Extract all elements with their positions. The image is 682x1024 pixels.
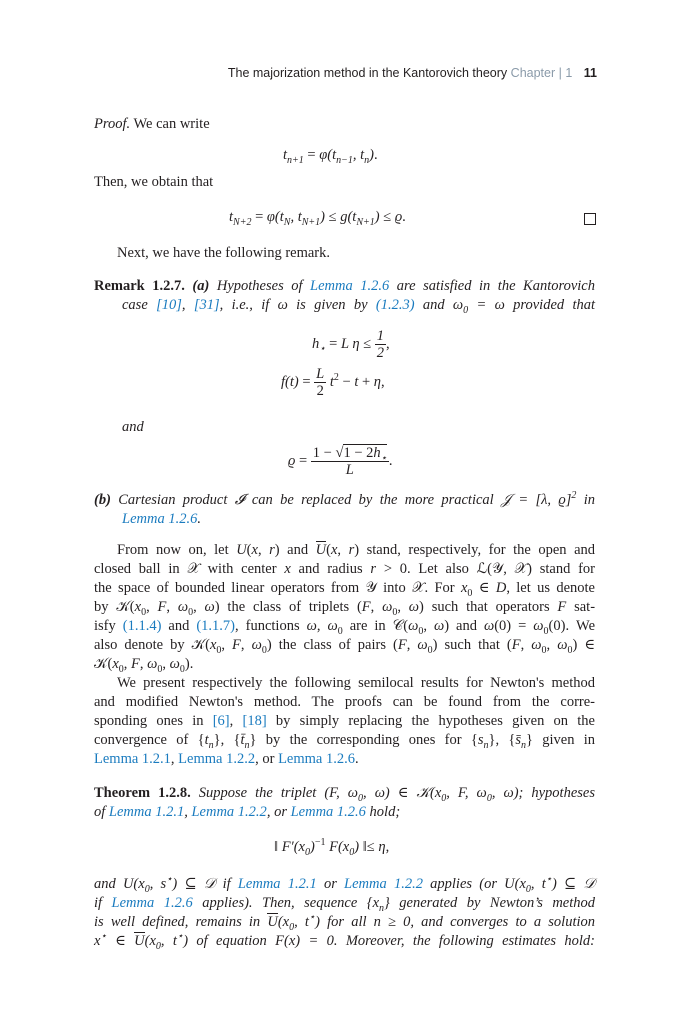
link-lemma-126-b[interactable]: Lemma 1.2.6 <box>122 511 198 527</box>
proof-equation-1: $t_{n+1} = \varphi(t_{n-1}$, $t_n$). <box>283 147 378 166</box>
link-lemma-126[interactable]: Lemma 1.2.6 <box>310 278 390 294</box>
remark-line-1: Remark 1.2.7. (a) Hypotheses of Lemma 1.2.6 are satisfied in the Kantorovich <box>94 278 595 294</box>
link-lemma-122[interactable]: Lemma 1.2.2 <box>178 751 256 767</box>
link-ref-6[interactable]: [6] <box>212 713 230 729</box>
paragraph1-line-3: the space of bounded linear operators from 𝒴 into 𝒳. For $x_0$ ∈ D, let us denote <box>94 580 595 599</box>
theorem-line-5: is well defined, remains in $U(x_0$, t⋆) for all n ≥ 0, and converges to a solution <box>94 912 596 933</box>
link-eq-117[interactable]: (1.1.7) <box>196 618 236 634</box>
link-lemma-121[interactable]: Lemma 1.2.1 <box>94 751 171 767</box>
running-header <box>94 66 597 80</box>
link-lemma-121-b[interactable]: Lemma 1.2.1 <box>108 804 185 820</box>
theorem-line-6: x⋆ ∈ $U(x_0$, t⋆) of equation F(x) = 0. Moreover, the following estimates hold: <box>94 931 596 952</box>
equation-rho: ϱ = $\frac{1 - √1 - 2h_⋆}{L}$ . <box>288 445 393 478</box>
remark-label: Remark 1.2.7. <box>94 278 185 294</box>
link-lemma-126-e[interactable]: Lemma 1.2.6 <box>111 895 193 911</box>
chapter-label: Chapter | 1 <box>510 66 573 80</box>
paragraph2-line-5: Lemma 1.2.1, Lemma 1.2.2, or Lemma 1.2.6. <box>94 751 359 767</box>
next-remark-text: Next, we have the following remark. <box>117 245 330 261</box>
paragraph1-line-2: closed ball in 𝒳 with center x and radius r > 0. Let also ℒ(𝒴, 𝒳) stand for <box>94 561 595 577</box>
theorem-line-2: of Lemma 1.2.1, Lemma 1.2.2, or Lemma 1.2.6 hold; <box>94 804 401 820</box>
proof-label: Proof. <box>94 116 131 132</box>
remark-line-2: case [10], [31], i.e., if ω is given by (1.2.3) and $\omega_0 = \omega$ provided that <box>122 297 595 316</box>
link-ref-10[interactable]: [10] <box>156 297 182 313</box>
link-lemma-121-c[interactable]: Lemma 1.2.1 <box>237 876 317 892</box>
paragraph1-line-1: From now on, let U(x, r) and U(x, r) stand, respectively, for the open and <box>117 542 596 558</box>
paragraph1-line-6: also denote by $𝒦(x_0$, F, $\omega_0$) the class of pairs (F, $\omega_0$) such that (F, $\omega_0$, $\omega_0$) ∈ <box>94 637 596 656</box>
link-eq-123[interactable]: (1.2.3) <box>375 297 415 313</box>
link-lemma-126-d[interactable]: Lemma 1.2.6 <box>290 804 366 820</box>
remark-and: and <box>122 419 144 435</box>
paragraph2-line-4: convergence of $\{t_n\}$, $\{t̄_n\}$ by the corresponding ones for $\{s_n\}$, $\{s̄_n\}$ given in <box>94 732 596 751</box>
equation-h-star: $h_⋆ = L$ η ≤ $\frac{1}{2}$ , <box>312 328 390 361</box>
link-ref-31[interactable]: [31] <box>193 297 220 313</box>
proof-intro: Proof. We can write <box>94 116 210 132</box>
running-title: The majorization method in the Kantorovich theory <box>227 66 508 80</box>
theorem-line-4: if Lemma 1.2.6 applies). Then, sequence $\{x_n\}$ generated by Newton’s method <box>94 895 596 914</box>
link-lemma-126-c[interactable]: Lemma 1.2.6 <box>278 751 355 767</box>
theorem-line-1: Theorem 1.2.8. Suppose the triplet (F, $\omega_0$, ω) ∈ $𝒦(x_0$, F, $\omega_0$, ω); hypotheses <box>94 785 595 804</box>
theorem-line-3: and $U(x_0$, s⋆) ⊆ 𝒟 if Lemma 1.2.1 or Lemma 1.2.2 applies (or $U(x_0$, t⋆) ⊆ 𝒟 <box>94 874 595 895</box>
paragraph1-line-5: isfy (1.1.4) and (1.1.7), functions ω, $\omega_0$ are in $𝒞(\omega_0$, ω) and $\omega(0) = \omega_0(0)$. We <box>94 618 596 637</box>
link-lemma-122-b[interactable]: Lemma 1.2.2 <box>191 804 267 820</box>
remark-part-b-line-1: (b) Cartesian product 𝓘 can be replaced by the more practical 𝒥 = [λ, ϱ]$^2$ in <box>94 490 596 508</box>
paragraph2-line-2: and modified Newton's method. The proofs can be found from the corre- <box>94 694 595 710</box>
link-lemma-122-c[interactable]: Lemma 1.2.2 <box>344 876 423 892</box>
remark-part-b-line-2: Lemma 1.2.6. <box>122 511 201 527</box>
paragraph1-line-4: by $𝒦(x_0$, F, $\omega_0$, ω) the class of triplets (F, $\omega_0$, ω) such that operators F sat- <box>94 599 596 618</box>
proof-then: Then, we obtain that <box>94 174 214 190</box>
paragraph1-line-7: $𝒦(x_0$, F, $\omega_0$, $\omega_0$). <box>94 656 194 675</box>
proof-equation-2: $t_{N+2} = \varphi(t_N$, $t_{N+1}) \le g(t_{N+1}) \le ϱ$. <box>229 209 406 228</box>
link-ref-18[interactable]: [18] <box>242 713 267 729</box>
equation-f-t: f(t) = $\frac{L}{2}$ $t^2 - t + \eta$, <box>281 366 385 399</box>
link-eq-114[interactable]: (1.1.4) <box>122 618 162 634</box>
paragraph2-line-1: We present respectively the following semilocal results for Newton's method <box>117 675 595 691</box>
theorem-equation: ‖ $F'(x_0)^{-1}$ $F(x_0)$ ‖≤ η, <box>274 837 390 858</box>
page-number: 11 <box>583 66 597 80</box>
theorem-label: Theorem 1.2.8. <box>94 785 191 801</box>
qed-symbol <box>584 213 596 225</box>
paragraph2-line-3: sponding ones in [6], [18] by simply replacing the hypotheses given on the <box>94 713 595 729</box>
